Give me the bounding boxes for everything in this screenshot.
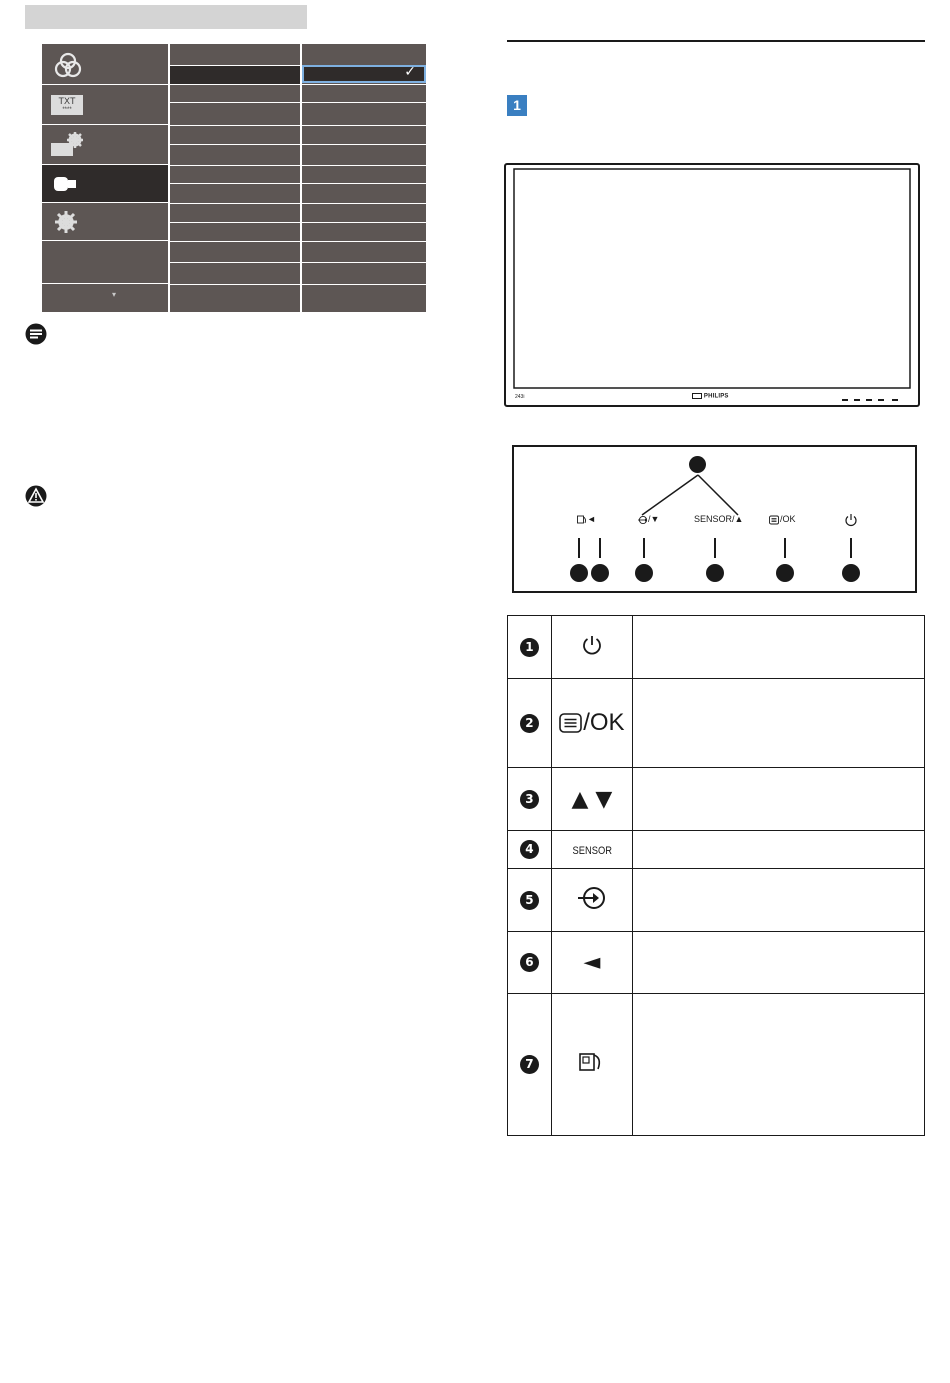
label-input-down bbox=[638, 514, 659, 525]
table-row bbox=[508, 932, 925, 994]
callout-line-7 bbox=[578, 538, 580, 558]
osd-category-language[interactable] bbox=[42, 85, 168, 125]
row-icon-cell bbox=[551, 869, 632, 932]
callout-line-6 bbox=[599, 538, 601, 558]
callout-line-4 bbox=[714, 538, 716, 558]
row-icon-cell bbox=[551, 616, 632, 679]
callout-dot-5 bbox=[635, 564, 653, 582]
step-number-badge: 1 bbox=[507, 95, 527, 116]
row-icon-cell bbox=[551, 768, 632, 831]
monitor-brand-logo bbox=[692, 393, 729, 400]
row-description-cell bbox=[632, 869, 924, 932]
row-icon-cell bbox=[551, 932, 632, 994]
up-down-arrows-icon: ▲ ▼ bbox=[571, 786, 613, 812]
txt-icon-label: TXT bbox=[58, 96, 76, 106]
monitor-illustration bbox=[504, 163, 920, 407]
osd-option-selected[interactable] bbox=[302, 65, 426, 83]
note-icon bbox=[25, 323, 47, 345]
row-number-badge: 6 bbox=[520, 953, 539, 972]
warning-icon bbox=[25, 485, 47, 507]
row-description-cell bbox=[632, 768, 924, 831]
menu-ok-label: /OK bbox=[583, 709, 625, 736]
section-header-bar bbox=[25, 5, 307, 29]
osd-settings-icon bbox=[50, 131, 86, 159]
left-arrow-icon: ◄ bbox=[583, 950, 601, 975]
row-number-badge: 2 bbox=[520, 714, 539, 733]
osd-category-setup[interactable] bbox=[42, 203, 168, 241]
monitor-model-label: 243i bbox=[515, 394, 525, 400]
callout-dot-2 bbox=[776, 564, 794, 582]
row-description-cell bbox=[632, 831, 924, 869]
label-left-arrow: ◄ bbox=[587, 514, 596, 524]
table-row bbox=[508, 679, 925, 768]
row-number-cell bbox=[508, 869, 552, 932]
osd-category-color[interactable] bbox=[42, 44, 168, 85]
label-menu-ok bbox=[769, 514, 796, 525]
row-number-badge: 1 bbox=[520, 638, 539, 657]
callout-lines bbox=[634, 467, 764, 517]
row-description-cell bbox=[632, 994, 924, 1136]
table-row bbox=[508, 831, 925, 869]
input-icon bbox=[576, 885, 608, 911]
menu-icon bbox=[769, 515, 780, 525]
control-panel-detail bbox=[512, 445, 917, 593]
osd-more[interactable] bbox=[42, 284, 168, 312]
row-description-cell bbox=[632, 616, 924, 679]
row-number-cell bbox=[508, 994, 552, 1136]
input-source-icon bbox=[54, 177, 78, 191]
check-icon: ✓ bbox=[404, 64, 416, 80]
row-number-cell bbox=[508, 679, 552, 768]
color-icon bbox=[54, 52, 82, 78]
row-number-cell bbox=[508, 932, 552, 994]
osd-submenu-column bbox=[170, 44, 300, 312]
table-row bbox=[508, 994, 925, 1136]
top-rule bbox=[507, 40, 925, 42]
label-sensor-up: SENSOR/▲ bbox=[694, 514, 744, 524]
osd-menu bbox=[42, 44, 426, 312]
table-row bbox=[508, 616, 925, 679]
callout-dot-4 bbox=[706, 564, 724, 582]
monitor-brand-text: PHILIPS bbox=[703, 393, 729, 400]
more-arrow-icon: ▾ bbox=[112, 290, 117, 299]
power-icon bbox=[844, 513, 858, 527]
row-number-badge: 3 bbox=[520, 790, 539, 809]
callout-line-1 bbox=[850, 538, 852, 558]
menu-icon bbox=[559, 712, 583, 734]
table-row bbox=[508, 768, 925, 831]
row-number-badge: 7 bbox=[520, 1055, 539, 1074]
callout-dot-7 bbox=[570, 564, 588, 582]
row-number-badge: 4 bbox=[520, 840, 539, 859]
row-number-cell bbox=[508, 831, 552, 869]
row-number-cell bbox=[508, 768, 552, 831]
callout-dot-1 bbox=[842, 564, 860, 582]
row-icon-cell bbox=[551, 831, 632, 869]
sensor-icon: SENSOR bbox=[572, 844, 612, 857]
osd-options-column bbox=[302, 44, 426, 312]
input-icon bbox=[638, 515, 648, 525]
gear-icon bbox=[54, 210, 78, 234]
row-number-badge: 5 bbox=[520, 891, 539, 910]
smartimage-icon bbox=[578, 1051, 606, 1073]
row-number-cell bbox=[508, 616, 552, 679]
row-description-cell bbox=[632, 679, 924, 768]
callout-dot-6 bbox=[591, 564, 609, 582]
row-icon-cell bbox=[551, 994, 632, 1136]
osd-category-osd-settings[interactable] bbox=[42, 125, 168, 165]
label-down-text: /▼ bbox=[648, 514, 660, 524]
row-icon-cell bbox=[551, 679, 632, 768]
power-icon bbox=[581, 634, 603, 656]
osd-category-blank bbox=[42, 241, 168, 284]
osd-category-input[interactable] bbox=[42, 165, 168, 203]
label-smartimage-left bbox=[577, 514, 596, 525]
osd-submenu-item-selected[interactable] bbox=[170, 65, 300, 85]
row-description-cell bbox=[632, 932, 924, 994]
txt-icon: TXT **** bbox=[51, 95, 83, 115]
table-row bbox=[508, 869, 925, 932]
callout-line-2 bbox=[784, 538, 786, 558]
label-ok-text: /OK bbox=[780, 514, 796, 524]
callout-line-5 bbox=[643, 538, 645, 558]
key-function-table bbox=[507, 615, 925, 1136]
smartimage-icon bbox=[577, 515, 587, 525]
